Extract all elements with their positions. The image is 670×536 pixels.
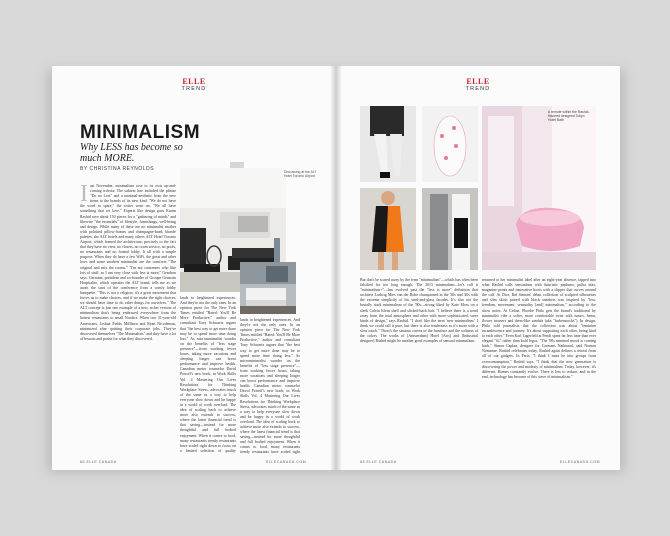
bath-photo	[482, 106, 596, 270]
runway-photo-1	[360, 106, 416, 182]
bath-caption: A remote within the Rashid-flavored designed Tokyo Hotel Bath	[548, 110, 590, 123]
section-label-right: TREND	[465, 86, 491, 92]
body-text-right-1: But don't be scared away by the term "minimalism"—which has often been falsified for too long enough. The 2013 minimalism—let's call it "minimalism+"—has evolved past the "less is more" definition that architect Ludwig Mies van der Rohe championed in the '30s and '40s with the extreme simplicity of his steel-and-glass facades. It's also not the brutally stark minimalism of the '90s—strong liked by Kate Moss on a sleek Calvin Klein shell and slicked-back hair. "I believe there is a trend away from the total atmosphere and other with more sophisticated, surer kinds of design," says Rashid. "I don't like the term 'new minimalism.' I think we could call it pure, but there is also tenderness as it's more with a slow touch." There's the sinuous curves of the furniture and the softness of the colors. The works of [Amsterdam] Hotel [Arts] and [Industrial designer] Rashid might be another good examples of sensual minimalism.	[360, 278, 478, 344]
headline: MINIMALISM	[80, 122, 201, 143]
masthead-right	[458, 78, 498, 93]
runway-photo-3	[360, 188, 416, 270]
left-page	[52, 66, 336, 470]
dek: Why LESS has become so much MORE.	[80, 142, 183, 164]
body-column-2	[180, 296, 236, 454]
body-text-1: ast November, minimalism rose to its own up-and-coming trifecta: The subtext line included the phrase "Do no Lost" and a minimal-aesthetic from the new items to the brands of its new kind. "We do not have the word to spare," the writer went on. "We all have something that we love." Experts like design guru Karim Rashid rave about 150 pieces for a "gathering of minds" and likewise "the essentials" of lifestyle, furnishings, well-being and design. While many of these are no minimalist mother with polished pillow-frames and champagne-hued, blonde palettes, the ALT hotels and many others ALT Hotel Toronto Airport, which framed the architecture, precisely to the fact that they have no view, no closets, no room service, no pools, no restaurants and no formal lobby. It all with a simple purpose. When they do have a few WiFi, the great and other lows and some modern minimalist are the comforts "The original and mix the rooms." "I'm not customers who like lots of stuff, so I am very close with less is more," Gendron says. Germain, president and co-founder of Groupe Germain Hospitalite, which operates the ALT brand, tells me as we await the start of the conference from a comfy lobby banquette. "This is not a religion; it's a great movement that forces us to make choices, and if we make the right choices, we should have time to do other things for ourselves." The ALT concept is just one example of a new, richer version of minimalism that's being embraced everywhere from the hottest restaurants to small Nordics. When two 31-year-old Americans, Joshua Fields Millburn and Ryan Nicodemus, minimized after quitting their corporate jobs. They've discovered themselves "The Minimalists" and they have a lot of lessons and praise for what they discovered.	[80, 184, 176, 341]
body-text-3: lands to heightened experiences. And they're not the only ones. In an opinion piece for The New York Times entitled "Rated: You'll Be More Productive," author and consultant Tony Schwartz argues that "the best way to get more done may be to spend more time doing less." As microminimalist wonder on the benefits of "less stage presence"—from working fewer hours, taking more vacations and sleeping longer can boost performance and improve health. Canadian metro counselor David Potroff's new book, in Work Skills Vol. 4 Mastering Our Lives Resolutions for Thinking Workplace Stress, advocates much of the same as a way to help everyone slow down and be happy in a world of work overload. The idea of scaling back to achieve more also extends to success, where the latest financial trend is that saving—instead for more thoughtful and full bodied enjoyment. When it comes to food, many restaurants trendy restaurants have scaled right	[240, 318, 300, 454]
body-column-3	[240, 318, 300, 454]
body-column-right-2	[482, 278, 596, 456]
folio-right-right: ELLECANADA.COM	[559, 460, 600, 464]
runway-photo-4	[422, 188, 478, 270]
masthead	[174, 78, 214, 93]
body-column-1	[80, 184, 176, 454]
body-text-2: lands to heightened experiences. And they're not the only ones. In an opinion piece for The New York Times entitled "Rated: You'll Be More Productive," author and consultant Tony Schwartz argues that "the best way to get more done may be to spend more time doing less." As microminimalist wonder on the benefits of "less stage presence"—from working fewer hours, taking more vacations and sleeping longer can boost performance and improve health. Canadian metro counselor David Potroff's new book, in Work Skills Vol. 4 Mastering Our Lives Resolutions for Thinking Workplace Stress, advocates much of the same as a way to help everyone slow down and be happy in a world of work overload. The idea of scaling back to achieve more also extends to success, where the latest financial trend is that saving—instead for more thoughtful and full bodied enjoyment. When it comes to food, many restaurants trendy restaurants have scaled right down to focus on a limited selection of quality	[180, 296, 236, 453]
folio-center: ELLECANADA.COM	[266, 460, 307, 464]
body-column-right-1	[360, 278, 478, 456]
bedroom-photo	[240, 262, 296, 314]
right-page	[336, 66, 620, 470]
section-label: TREND	[181, 86, 207, 92]
folio-right-left: 68 ELLE CANADA	[360, 460, 397, 464]
dropcap: I	[80, 184, 88, 207]
body-text-right-2: returned to her minimalist label after an eight-year absence, tapped into what Rashid calls sensualism with futuristic peplums, polka dots, magazine prints and innovative boots with a slipper that curves around the calf. At Dior, Raf Simons' debut collection of sculpted silhouettes and slim skirts paired with black sneakers was inspired by "less, freedom, movement, sensuality [and] minimalism," according to the show notes. At Celine, Phoebe Philo gets the brand's traditional by minimalist vibe a softer, more comfortable twist with tunics, hems, flower trousers and dress-like sandals (aka "furkenstocks"). In design, Philo told journalists that the collection was about "feminine incandescence and journey. It's about supporting each other, being kind to each other." Even Karl Lagerfeld at Fendi spent far less time than ever elegant "fit" rather than bold logos. "The '90s minimal mood is coming back," Simon Caplan, designer for Cormans Nathional, said Nomon Nomenze. Rashid celebrates today, Rashid again defines a retreat from all of our gadgets. In Paris, "I think I must be into groups from overconsumption," Rashid says. "I think that the new generation is discovering the power and modesty of minimalism. Today, however, it's different. Homes constantly evolve. There is less to reduce, and in the end, technology has become of this wave of minimalism."	[482, 278, 596, 379]
spine-gutter	[330, 66, 342, 470]
photo-caption: Discussing at the ALT Hotel Toronto Airport	[284, 170, 317, 179]
brand-logo-right: ELLE	[466, 77, 490, 86]
runway-photo-2	[422, 106, 478, 182]
brand-logo: ELLE	[182, 77, 206, 86]
folio-left: 66 ELLE CANADA	[80, 460, 117, 464]
byline: BY CHRISTINA REYNOLDS	[80, 166, 155, 172]
